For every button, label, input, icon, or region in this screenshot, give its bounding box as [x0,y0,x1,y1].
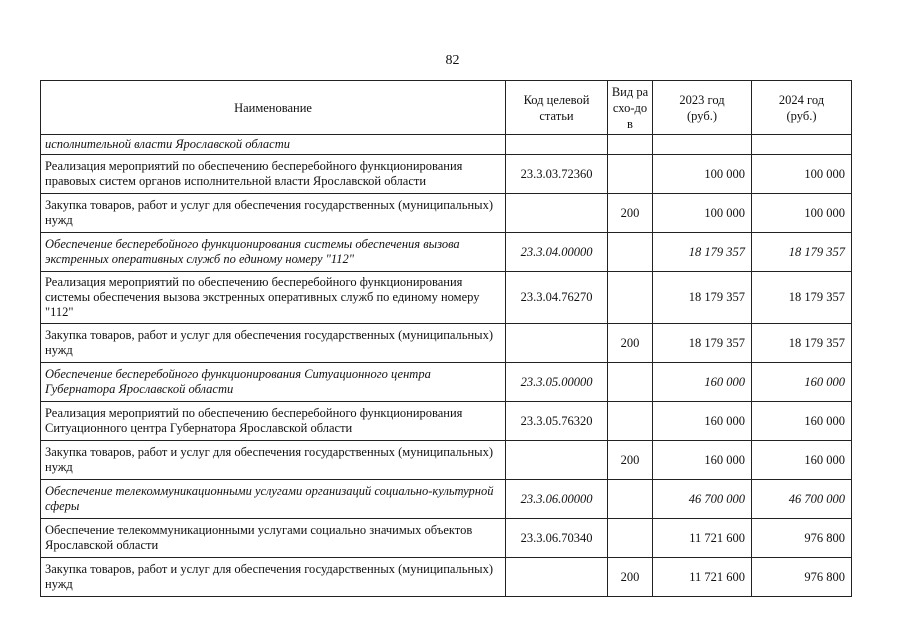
row-2024-cell: 46 700 000 [752,480,852,519]
table-row [41,480,852,519]
row-code-cell [506,441,608,480]
row-2023-cell: 18 179 357 [653,272,752,324]
row-2024-cell: 18 179 357 [752,272,852,324]
row-name-cell: исполнительной власти Ярославской области [41,135,506,155]
row-vid-cell [608,155,653,194]
row-code-cell: 23.3.06.70340 [506,519,608,558]
table-row [41,233,852,272]
table-row [41,324,852,363]
row-name-cell: Реализация мероприятий по обеспечению бесперебойного функционирования правовых систем органов исполнительной власти Ярославской области [41,155,506,194]
header-code: Код целевой статьи [506,81,608,135]
row-name-cell: Реализация мероприятий по обеспечению бесперебойного функционирования системы обеспечения вызова экстренных оперативных служб по единому номеру "112" [41,272,506,324]
row-code-cell: 23.3.03.72360 [506,155,608,194]
row-2023-cell: 100 000 [653,155,752,194]
table-row [41,519,852,558]
table-row [41,155,852,194]
row-vid-cell [608,233,653,272]
table-body [41,135,852,597]
row-vid-cell: 200 [608,194,653,233]
row-vid-cell [608,363,653,402]
row-2024-cell: 160 000 [752,441,852,480]
row-2023-cell: 160 000 [653,363,752,402]
row-vid-cell [608,519,653,558]
header-name: Наименование [41,81,506,135]
row-2024-cell: 160 000 [752,363,852,402]
row-2024-cell: 18 179 357 [752,324,852,363]
header-vid: Вид расхо-дов [608,81,653,135]
header-2024: 2024 год (руб.) [752,81,852,135]
row-name-cell: Закупка товаров, работ и услуг для обеспечения государственных (муниципальных) нужд [41,324,506,363]
row-code-cell: 23.3.04.00000 [506,233,608,272]
table-header-row [41,81,852,135]
table-row [41,402,852,441]
table-row [41,135,852,155]
row-2023-cell: 100 000 [653,194,752,233]
budget-table [40,80,852,597]
row-2024-cell: 160 000 [752,402,852,441]
row-2023-cell: 160 000 [653,402,752,441]
row-2023-cell [653,135,752,155]
row-2023-cell: 11 721 600 [653,558,752,597]
row-name-cell: Обеспечение бесперебойного функционирования системы обеспечения вызова экстренных оперативных служб по единому номеру "112" [41,233,506,272]
row-name-cell: Закупка товаров, работ и услуг для обеспечения государственных (муниципальных) нужд [41,441,506,480]
row-2024-cell: 18 179 357 [752,233,852,272]
row-2024-cell: 100 000 [752,155,852,194]
table-row [41,363,852,402]
table-row [41,558,852,597]
row-code-cell: 23.3.04.76270 [506,272,608,324]
row-code-cell: 23.3.05.76320 [506,402,608,441]
row-2023-cell: 11 721 600 [653,519,752,558]
row-2024-cell: 976 800 [752,519,852,558]
row-vid-cell: 200 [608,558,653,597]
page-number: 82 [445,53,460,68]
row-2023-cell: 160 000 [653,441,752,480]
row-2023-cell: 46 700 000 [653,480,752,519]
row-code-cell: 23.3.06.00000 [506,480,608,519]
row-vid-cell: 200 [608,324,653,363]
header-2023: 2023 год (руб.) [653,81,752,135]
row-code-cell [506,135,608,155]
row-name-cell: Реализация мероприятий по обеспечению бесперебойного функционирования Ситуационного центра Губернатора Ярославской области [41,402,506,441]
row-name-cell: Закупка товаров, работ и услуг для обеспечения государственных (муниципальных) нужд [41,194,506,233]
row-vid-cell [608,480,653,519]
row-name-cell: Обеспечение телекоммуникационными услугами организаций социально-культурной сферы [41,480,506,519]
row-vid-cell [608,402,653,441]
table-row [41,272,852,324]
row-code-cell: 23.3.05.00000 [506,363,608,402]
row-2023-cell: 18 179 357 [653,324,752,363]
row-vid-cell: 200 [608,441,653,480]
row-code-cell [506,558,608,597]
row-2023-cell: 18 179 357 [653,233,752,272]
row-name-cell: Обеспечение бесперебойного функционирования Ситуационного центра Губернатора Ярославской области [41,363,506,402]
table-row [41,441,852,480]
row-name-cell: Обеспечение телекоммуникационными услугами социально значимых объектов Ярославской области [41,519,506,558]
table-row [41,194,852,233]
row-2024-cell: 976 800 [752,558,852,597]
row-2024-cell: 100 000 [752,194,852,233]
row-name-cell: Закупка товаров, работ и услуг для обеспечения государственных (муниципальных) нужд [41,558,506,597]
row-code-cell [506,194,608,233]
row-code-cell [506,324,608,363]
row-vid-cell [608,272,653,324]
row-2024-cell [752,135,852,155]
row-vid-cell [608,135,653,155]
